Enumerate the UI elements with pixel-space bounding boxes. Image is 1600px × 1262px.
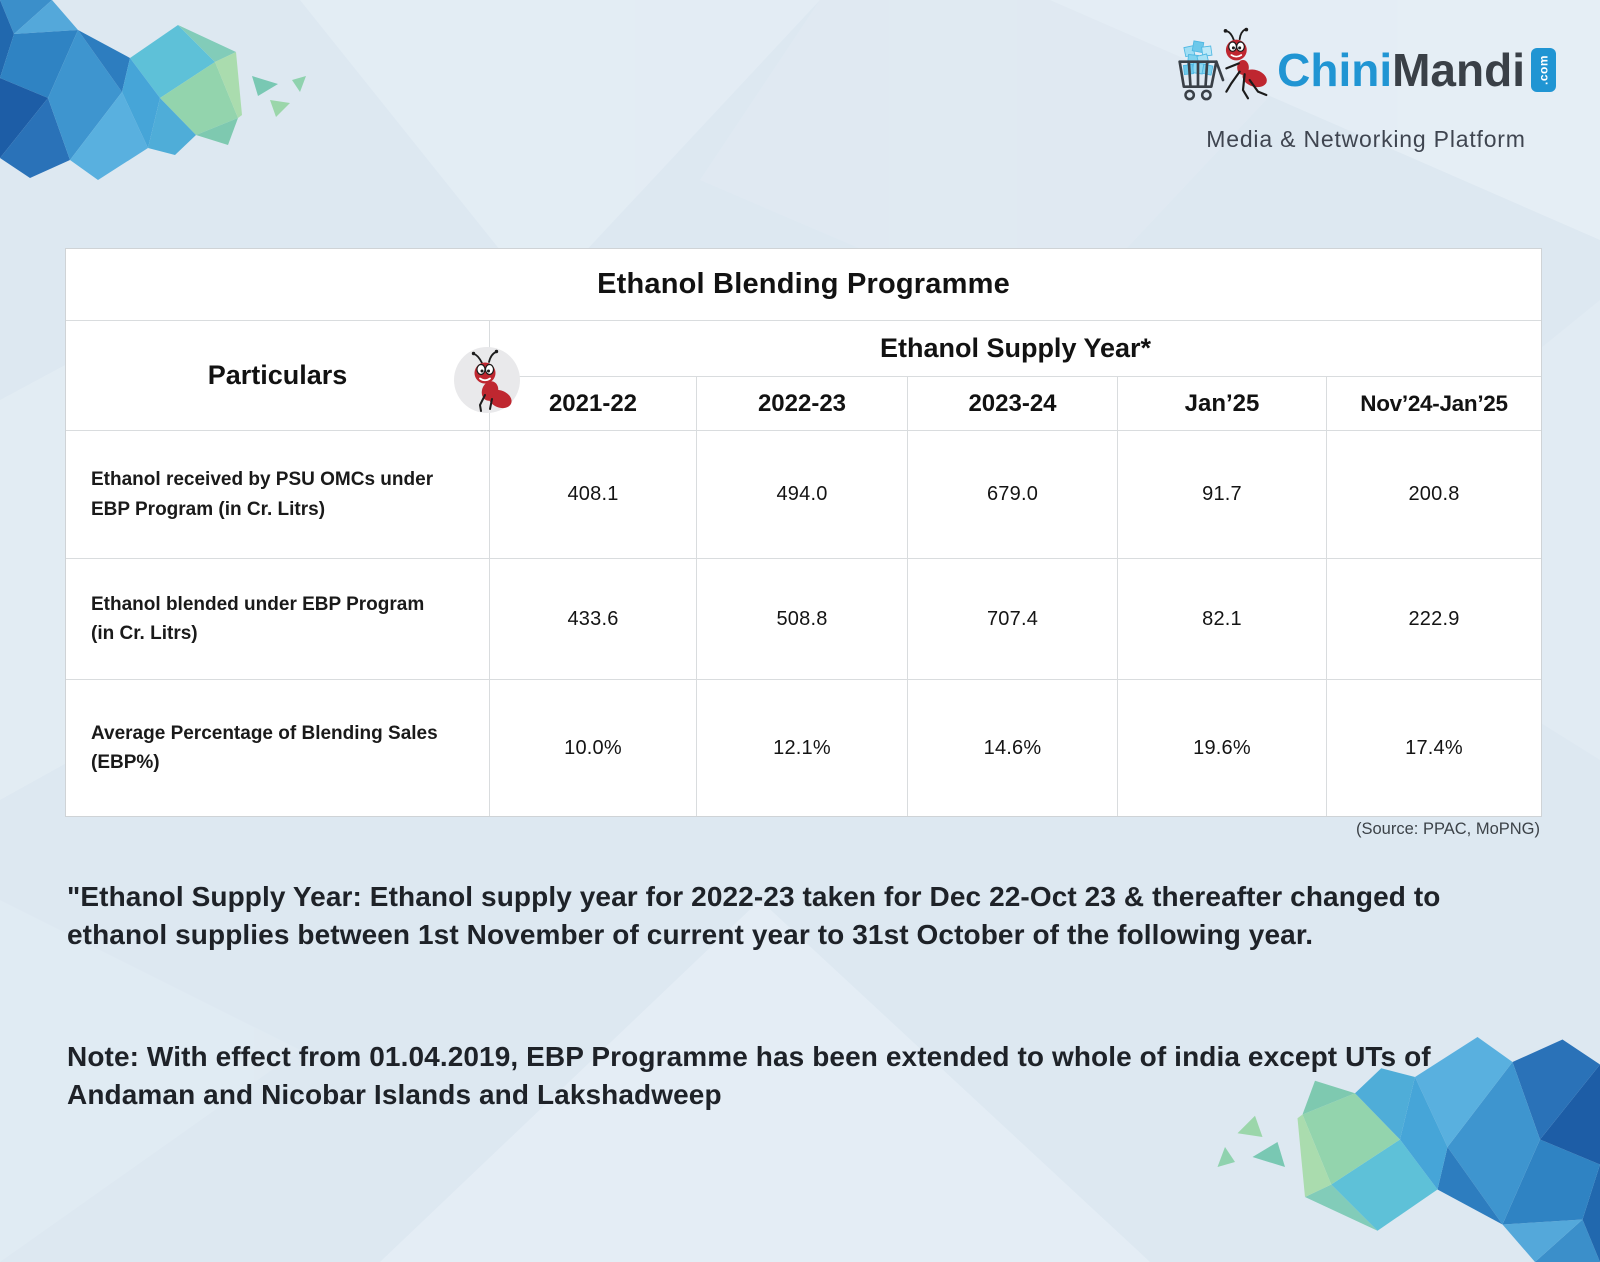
table-cell: 19.6% — [1118, 680, 1327, 816]
table-cell: 10.0% — [490, 680, 697, 816]
table-cell: 508.8 — [697, 559, 908, 680]
brand-name-mandi: Mandi — [1392, 44, 1525, 96]
brand-name-chini: Chini — [1277, 44, 1393, 96]
table-cell: 433.6 — [490, 559, 697, 680]
brand-tagline: Media & Networking Platform — [1206, 126, 1526, 152]
table-cell: 408.1 — [490, 431, 697, 559]
table-grid — [66, 321, 1541, 816]
table-cell: 200.8 — [1327, 431, 1541, 559]
ebp-extension-note: Note: With effect from 01.04.2019, EBP Programme has been extended to whole of india except UTs of Andaman and Nicobar Islands and Lakshadweep — [67, 1041, 1431, 1111]
brand-header — [1176, 24, 1556, 153]
row-label-ethanol-received: Ethanol received by PSU OMCs under EBP Program (in Cr. Litrs) — [66, 431, 490, 559]
table-cell: 222.9 — [1327, 559, 1541, 680]
table-cell: 707.4 — [908, 559, 1118, 680]
chinimandi-ant-cart-logo-icon — [1173, 24, 1273, 116]
brand-logo — [1176, 24, 1556, 116]
column-header-nov24-jan25: Nov’24-Jan’25 — [1327, 377, 1541, 431]
column-header-2023-24: 2023-24 — [908, 377, 1118, 431]
header-particulars: Particulars — [66, 321, 490, 431]
table-cell: 679.0 — [908, 431, 1118, 559]
table-cell: 82.1 — [1118, 559, 1327, 680]
row-label-average-blending: Average Percentage of Blending Sales (EBP%) — [66, 680, 490, 816]
brand-com-badge: .com — [1531, 48, 1556, 92]
ethanol-blending-table — [65, 248, 1542, 817]
table-cell: 494.0 — [697, 431, 908, 559]
ant-mascot-badge-icon — [454, 347, 520, 413]
table-title: Ethanol Blending Programme — [66, 249, 1541, 321]
brand-name — [1277, 44, 1525, 96]
source-note: (Source: PPAC, MoPNG) — [1356, 820, 1540, 838]
supply-year-footnote: "Ethanol Supply Year: Ethanol supply year for 2022-23 taken for Dec 22-Oct 23 & thereafter changed to ethanol supplies between 1st November of current year to 31st October of the following year. — [67, 881, 1441, 951]
table-cell: 12.1% — [697, 680, 908, 816]
column-header-jan25: Jan’25 — [1118, 377, 1327, 431]
table-cell: 91.7 — [1118, 431, 1327, 559]
table-cell: 17.4% — [1405, 736, 1463, 759]
header-ethanol-supply-year: Ethanol Supply Year* — [490, 321, 1541, 377]
row-label-ethanol-blended: Ethanol blended under EBP Program (in Cr. Litrs) — [66, 559, 490, 680]
column-header-2021-22: 2021-22 — [490, 377, 697, 431]
column-header-2022-23: 2022-23 — [697, 377, 908, 431]
table-cell: 14.6% — [908, 680, 1118, 816]
